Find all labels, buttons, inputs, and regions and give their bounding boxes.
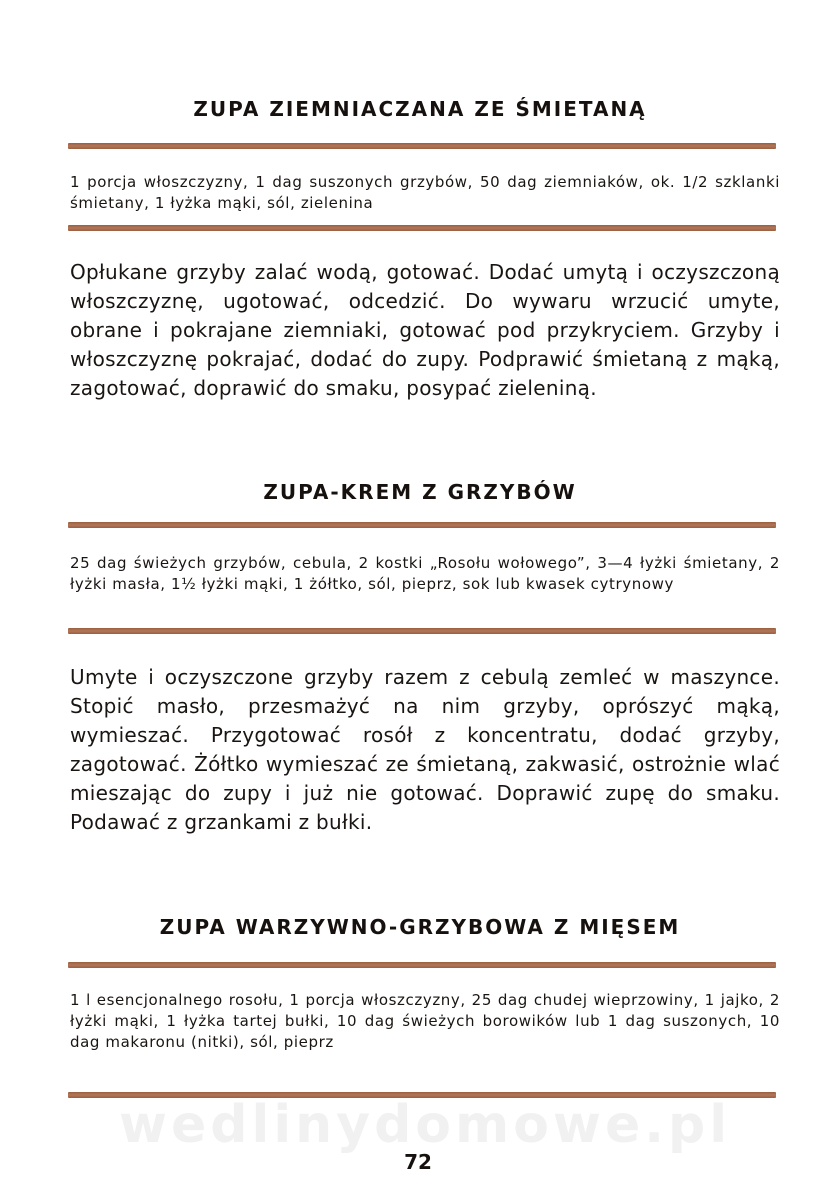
recipe-3-ingredients: 1 l esencjonalnego rosołu, 1 porcja włoszczyzny, 25 dag chudej wieprzowiny, 1 jajko, 2 łyżki mąki, 1 łyżka tartej bułki, 10 dag świeżych borowików lub 1 dag suszonych, 10 dag makaronu (nitki), sól, pieprz [70, 991, 780, 1051]
recipe-1-rule-bottom [68, 225, 776, 231]
recipe-1-title: ZUPA ZIEMNIACZANA ZE ŚMIETANĄ [193, 97, 647, 121]
recipe-1-method: Opłukane grzyby zalać wodą, gotować. Dodać umytą i oczyszczoną włoszczyznę, ugotować, odcedzić. Do wywaru wrzucić umyte, obrane i pokrajane ziemniaki, gotować pod przykryciem. Grzyby i włoszczyznę pokrajać, dodać do zupy. Podprawić śmietaną z mąką, zagotować, doprawić do smaku, posypać zieleniną. [70, 260, 780, 400]
recipe-2-method: Umyte i oczyszczone grzyby razem z cebulą zemleć w maszynce. Stopić masło, przesmażyć na nim grzyby, oprószyć mąką, wymieszać. Przygotować rosół z koncentratu, dodać grzyby, zagotować. Żółtko wymieszać ze śmietaną, zakwasić, ostrożnie wlać mieszając do zupy i już nie gotować. Doprawić zupę do smaku. Podawać z grzankami z bułki. [70, 665, 780, 834]
recipe-1-rule-top [68, 143, 776, 149]
page-number: 72 [404, 1150, 432, 1174]
watermark: wedlinydomowe.pl [118, 1095, 732, 1155]
recipe-3-rule-top [68, 962, 776, 968]
recipe-3-title: ZUPA WARZYWNO-GRZYBOWA Z MIĘSEM [159, 915, 681, 939]
recipe-2-rule-bottom [68, 628, 776, 634]
recipe-2-title: ZUPA-KREM Z GRZYBÓW [263, 480, 577, 504]
recipe-1-ingredients: 1 porcja włoszczyzny, 1 dag suszonych grzybów, 50 dag ziemniaków, ok. 1/2 szklanki śmietany, 1 łyżka mąki, sól, zielenina [70, 173, 780, 212]
recipe-2-ingredients: 25 dag świeżych grzybów, cebula, 2 kostki „Rosołu wołowego”, 3—4 łyżki śmietany, 2 łyżki masła, 1½ łyżki mąki, 1 żółtko, sól, pieprz, sok lub kwasek cytrynowy [70, 554, 780, 593]
recipe-2-rule-top [68, 522, 776, 528]
